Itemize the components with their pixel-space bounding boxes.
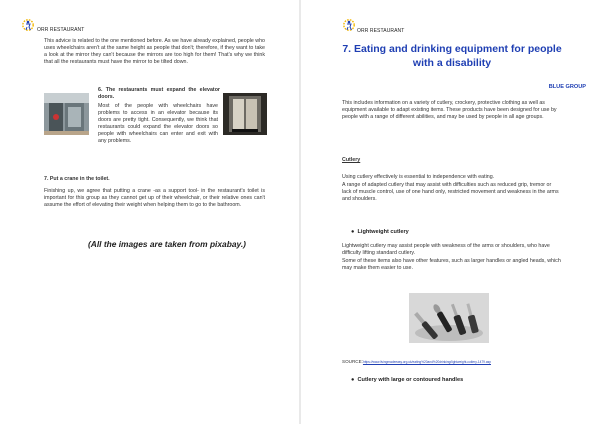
bullet-dot-icon: ● [351,377,355,383]
left-page [0,0,299,424]
image-credit-caption: (All the images are taken from pixabay.) [88,239,246,249]
intro-paragraph: This advice is related to the one mentioned before. As we have already explained, people who uses wheelchairs aren't at the same height as people that don't; therefore, if they want to take a look at the mirror they can't because the mirrors are too high for them! That's why we think that all the restaurants must have the mirror to be tilted down. [44,38,265,66]
cutlery-paragraph-1: Using cutlery effectively is essential to independence with eating. [342,174,495,180]
elevator-photo-left [44,93,89,135]
bullet-label: Cutlery with large or contoured handles [357,377,464,383]
source-link[interactable]: https://www.livingmadeeasy.org.uk/eating%20and%20drinking/lightweight-cutlery-1479.asp [362,360,491,364]
lightweight-paragraph-2: Some of these items also have other features, such as larger handles or angled heads, which may make them easier to use. [342,258,561,272]
restaurant-logo-icon [341,18,357,32]
image-source [342,359,491,364]
cutlery-photo [409,293,489,343]
lightweight-paragraph-1: Lightweight cutlery may assist people with weakness of the arms or shoulders, who have difficulty lifting standard cutlery. [342,243,550,257]
source-label: SOURCE: [342,359,363,364]
bullet-lightweight-cutlery [351,229,409,235]
section6-body: Most of the people with wheelchairs have problems to access in an elevator because its doors are pretty tight. Consequently, we think that restaurants could expand the elevator doors so people with wheelchairs can enter and exit with any problems. [98,103,218,145]
logo-text: ORR RESTAURANT [357,28,405,34]
cutlery-heading: Cutlery [342,157,361,163]
bullet-large-handles [351,377,463,383]
cutlery-paragraph-2: A range of adapted cutlery that may assist with difficulties such as reduced grip, tremor or lack of muscle control, use of one hand only, restricted movement and weakness in the arms and shoulders. [342,182,559,203]
bullet-label: Lightweight cutlery [357,229,409,235]
elevator-photo-right [223,93,267,135]
right-page [301,0,600,424]
bullet-dot-icon: ● [351,229,355,235]
section6-heading: 6. The restaurants must expand the elevator doors. [98,87,220,100]
section6-body-top [98,103,218,146]
restaurant-logo-icon [20,18,36,32]
section7-heading: 7. Put a crane in the toilet. [44,176,110,182]
section7-body: Finishing up, we agree that putting a crane -as a support tool- in the restaurant's toilet is important for this group as they cannot get up of their wheelchair, or their relative ones can't assume the effort of elevating their weight when helping them to go to the bathroom. [44,188,265,209]
page-title: 7. Eating and drinking equipment for people with a disability [342,43,562,69]
intro-paragraph: This includes information on a variety of cutlery, crockery, protective clothing as well as equipment available to adapt existing items. These products have been designed for use by people with a range of different abilities, and may be used by people in all age groups. [342,100,557,121]
logo-text: ORR RESTAURANT [37,27,85,33]
group-label: BLUE GROUP [548,84,586,90]
